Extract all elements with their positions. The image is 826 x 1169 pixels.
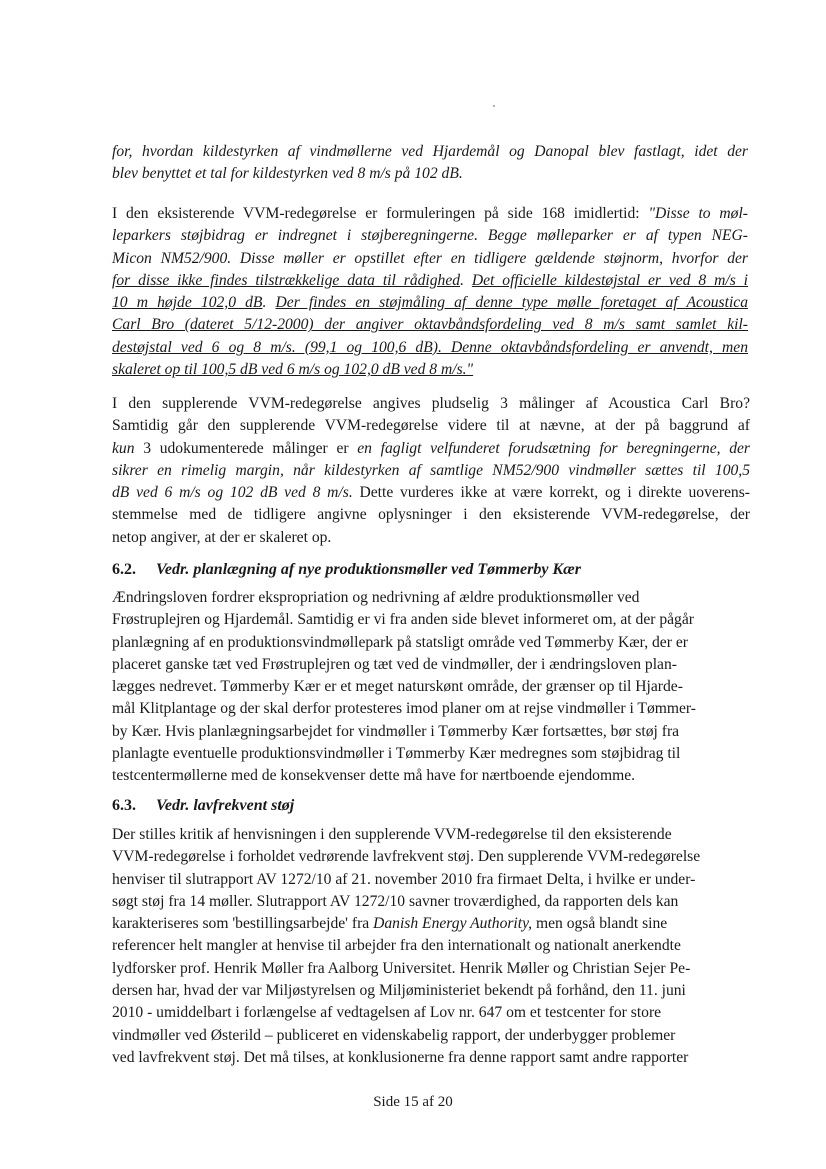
text-line: testcentermøllerne med de konsekvenser dette må have for nærtboende ejendomme. — [112, 767, 636, 785]
text-line: by Kær. Hvis planlægningsarbejdet for vindmøller i Tømmerby Kær fortsættes, bør støj fra — [112, 722, 680, 740]
text-line — [112, 482, 750, 504]
text-line: lægges nedrevet. Tømmerby Kær er et meget naturskønt område, der grænser op til Hjarde- — [112, 678, 683, 696]
text-segment: dB ved 6 m/s og 102 dB ved 8 m/s. — [112, 484, 353, 502]
text-line — [112, 203, 748, 225]
text-line: Ændringsloven fordrer ekspropriation og nedrivning af ældre produktionsmøller ved — [112, 589, 640, 606]
text-line: leparkers støjbidrag er indregnet i støjberegningerne. Begge mølleparker er af typen NEG- — [112, 227, 748, 245]
text-line: for, hvordan kildestyrken af vindmøllerne ved Hjardemål og Danopal blev fastlagt, idet der — [112, 143, 748, 160]
paragraph-supplement — [112, 393, 750, 549]
text-line: blev benyttet et tal for kildestyrken ved 8 m/s på 102 dB. — [112, 165, 463, 183]
text-segment: Danish Energy Authority, — [373, 915, 533, 933]
text-line: Frøstruplejren og Hjardemål. Samtidig er vi fra anden side blevet informeret om, at der pågår — [112, 611, 694, 629]
text-line: ved lavfrekvent støj. Det må tilses, at konklusionerne fra denne rapport samt andre rapporter — [112, 1048, 689, 1066]
paragraph-quote — [112, 203, 748, 381]
text-line: VVM-redegørelse i forholdet vedrørende lavfrekvent støj. Den supplerende VVM-redegørelse — [112, 848, 701, 866]
text-segment: . — [460, 271, 472, 289]
text-line: placeret ganske tæt ved Frøstruplejren og tæt ved de vindmøller, der i ændringsloven plan- — [112, 655, 677, 673]
text-line — [112, 292, 748, 314]
text-line: dersen har, hvad der var Miljøstyrelsen og Miljøministeriet bekendt på forhånd, den 11. juni — [112, 982, 686, 1000]
text-line: lydforsker prof. Henrik Møller fra Aalborg Universitet. Henrik Møller og Christian Sejer Pe- — [112, 959, 691, 977]
scan-speck — [493, 105, 495, 107]
text-line: stemmelse med de tidligere angivne oplysninger i den eksisterende VVM-redegørelse, der — [112, 506, 750, 524]
underlined-text: for disse ikke findes tilstrækkelige data til rådighed — [112, 271, 461, 289]
section-number: 6.2. — [112, 561, 136, 578]
text-line: søgt støj fra 14 møller. Slutrapport AV 1272/10 savner troværdighed, da rapporten dels kan — [112, 892, 679, 910]
text-line: Micon NM52/900. Disse møller er opstillet efter en tidligere gældende støjnorm, hvorfor der — [112, 249, 748, 267]
text-line: I den supplerende VVM-redegørelse angives pludselig 3 målinger af Acoustica Carl Bro? — [112, 395, 750, 412]
text-segment: I den eksisterende VVM-redegørelse er formuleringen på side 168 imidlertid: — [112, 205, 649, 222]
text-line: henviser til slutrapport AV 1272/10 af 21. november 2010 fra firmaet Delta, i hvilke er under- — [112, 870, 696, 888]
text-segment: en fagligt velfunderet forudsætning for beregningerne, der — [357, 439, 751, 457]
text-line: Carl Bro (dateret 5/12-2000) der angiver oktavbåndsfordeling ved 8 m/s samt samlet kil- — [112, 316, 748, 334]
section-heading-6-3 — [112, 797, 294, 815]
underlined-text: Det officielle kildestøjstal er ved 8 m/s i — [471, 271, 748, 289]
section-title: Vedr. lavfrekvent støj — [156, 797, 295, 814]
text-line: Samtidig går den supplerende VVM-redegørelse videre til at nævne, at der på baggrund af — [112, 417, 750, 435]
text-line: mål Klitplantage og der skal derfor protesteres imod planer om at rejse vindmøller i Tømmer- — [112, 700, 696, 718]
text-line — [112, 270, 748, 292]
paragraph-tommerby — [112, 587, 752, 788]
text-segment: "Disse to møl- — [648, 205, 748, 222]
text-segment: . — [262, 294, 276, 312]
text-line: netop angiver, at der er skaleret op. — [112, 528, 332, 546]
text-line: skaleret op til 100,5 dB ved 6 m/s og 102,0 dB ved 8 m/s." — [112, 361, 474, 379]
page-number-footer: Side 15 af 20 — [373, 1094, 453, 1110]
underlined-text: 10 m højde 102,0 dB — [112, 294, 263, 312]
text-line — [112, 438, 750, 460]
section-number: 6.3. — [112, 797, 136, 814]
text-segment: kun — [112, 439, 135, 457]
text-segment: karakteriseres som 'bestillingsarbejde' fra — [112, 915, 374, 933]
section-title: Vedr. planlægning af nye produktionsmøller ved Tømmerby Kær — [156, 561, 581, 578]
text-line: referencer helt mangler at henvise til arbejder fra den internationalt og nationalt anerkendte — [112, 937, 681, 955]
text-line — [112, 913, 752, 935]
text-line: vindmøller ved Østerild – publiceret en videnskabelig rapport, der underbygger problemer — [112, 1026, 676, 1044]
paragraph-lowfreq — [112, 824, 752, 1069]
text-line: destøjstal ved 6 og 8 m/s. (99,1 og 100,6 dB). Denne oktavbåndsfordeling er anvendt, men — [112, 338, 748, 356]
text-line: Der stilles kritik af henvisningen i den supplerende VVM-redegørelse til den eksisterende — [112, 826, 672, 843]
text-line: sikrer en rimelig margin, når kildestyrken af samtlige NM52/900 vindmøller sættes til 100,5 — [112, 461, 750, 479]
section-heading-6-2 — [112, 561, 581, 579]
text-segment: 3 udokumenterede målinger er — [134, 439, 358, 457]
underlined-text: Der findes en støjmåling af denne type mølle foretaget af Acoustica — [275, 294, 748, 312]
text-segment: Dette vurderes ikke at være korrekt, og i direkte uoverens- — [352, 484, 750, 502]
paragraph-intro — [112, 141, 748, 186]
text-line: planlagte eventuelle produktionsvindmøller i Tømmerby Kær medregnes som støjbidrag til — [112, 745, 681, 763]
text-segment: men også blandt sine — [532, 915, 668, 933]
text-line: 2010 - umiddelbart i forlængelse af vedtagelsen af Lov nr. 647 om et testcenter for store — [112, 1004, 662, 1022]
text-line: planlægning af en produktionsvindmøllepark på statsligt område ved Tømmerby Kær, der er — [112, 633, 688, 651]
